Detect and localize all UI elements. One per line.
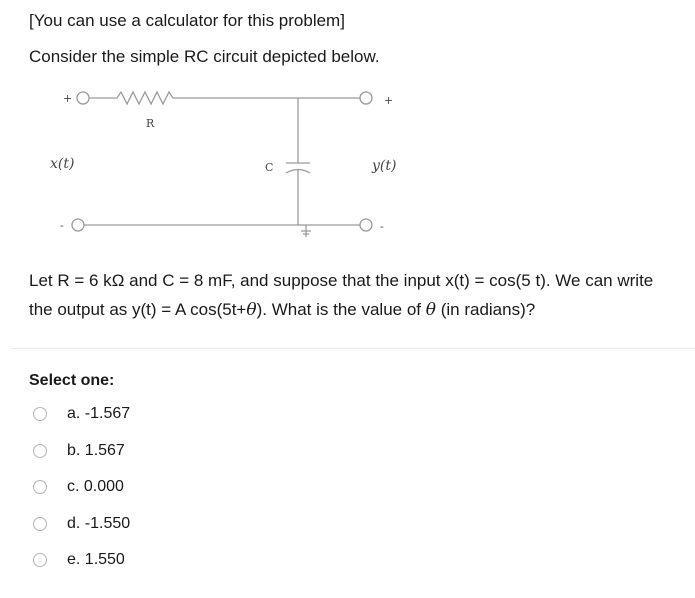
input-plus-terminal [77, 92, 89, 104]
input-plus-sign: + [63, 92, 73, 105]
output-minus-terminal [360, 219, 372, 231]
theta-symbol: θ [425, 300, 436, 320]
omega-symbol: Ω [111, 271, 125, 290]
output-minus-sign: - [380, 220, 384, 233]
answer-option-b[interactable] [33, 439, 125, 463]
option-label: b. 1.567 [67, 442, 125, 459]
output-plus-terminal [360, 92, 372, 104]
theta-symbol: θ [246, 300, 257, 320]
input-minus-terminal [72, 219, 84, 231]
answer-option-c[interactable] [33, 475, 124, 499]
radio-button[interactable] [33, 517, 47, 531]
radio-button[interactable] [33, 480, 47, 494]
radio-button[interactable] [33, 553, 47, 567]
radio-button[interactable] [33, 444, 47, 458]
input-minus-sign: - [60, 219, 64, 232]
calculator-note: [You can use a calculator for this problem] [29, 11, 345, 30]
rc-circuit-diagram [0, 80, 695, 250]
radio-button[interactable] [33, 407, 47, 421]
option-label: a. -1.567 [67, 405, 131, 422]
option-label: e. 1.550 [67, 551, 125, 568]
answer-option-e[interactable] [33, 548, 125, 572]
question-text: Let R = 6 kΩ and C = 8 mF, and suppose that the input x(t) = cos(5 t). We can write the output as y(t) = A cos(5t+θ). What is the value of θ (in radians)? [29, 271, 654, 320]
output-plus-sign: + [384, 94, 394, 107]
option-label: c. 0.000 [67, 478, 124, 495]
capacitor-label: C [265, 161, 274, 174]
answer-option-a[interactable] [33, 402, 130, 426]
answer-option-d[interactable] [33, 512, 130, 536]
resistor-label: R [146, 117, 155, 130]
select-one-label: Select one: [29, 372, 115, 389]
resistor [89, 92, 360, 104]
problem-prompt: Consider the simple RC circuit depicted below. [29, 47, 380, 66]
option-label: d. -1.550 [67, 515, 131, 532]
input-label: x(t) [50, 156, 75, 172]
section-divider [10, 348, 695, 349]
output-label: y(t) [372, 158, 397, 174]
